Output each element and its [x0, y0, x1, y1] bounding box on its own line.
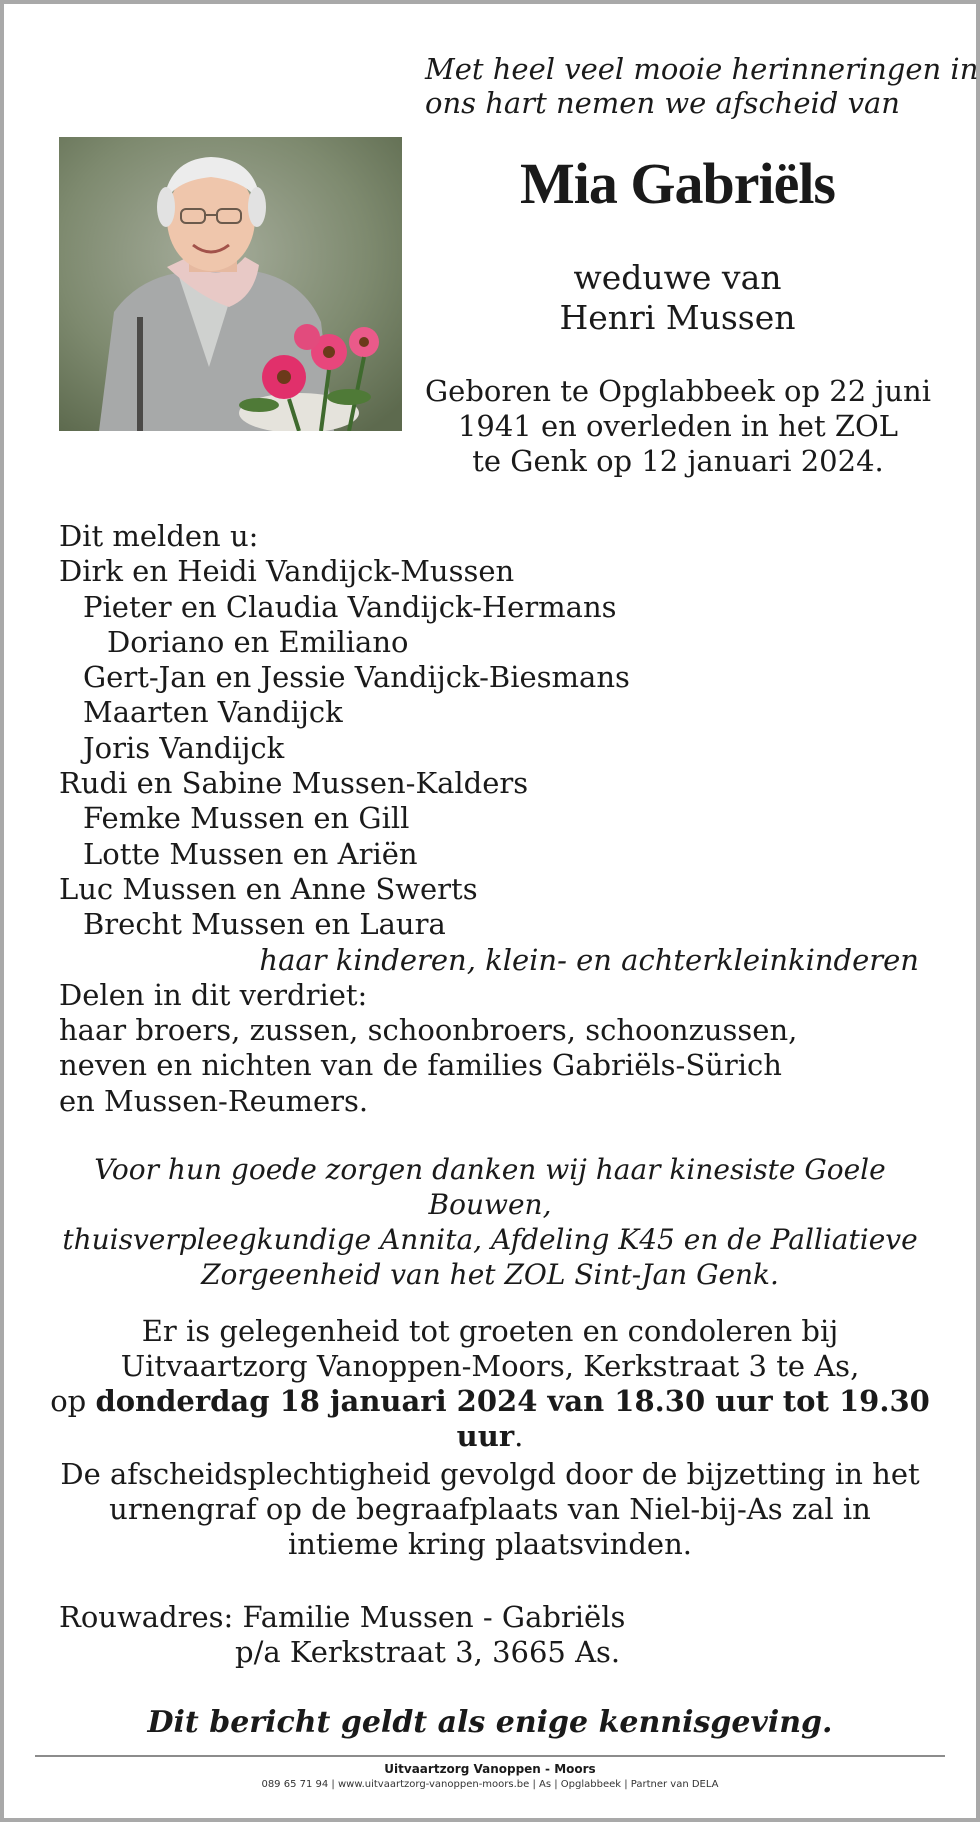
family-member: Lotte Mussen en Ariën [83, 836, 418, 871]
address-line: Rouwadres: Familie Mussen - Gabriëls [59, 1600, 626, 1634]
widow-of [425, 258, 930, 338]
portrait-illustration [59, 137, 402, 431]
sorrow-heading: Delen in dit verdriet: [59, 977, 368, 1012]
visit-line [40, 1384, 940, 1454]
footer-divider [35, 1755, 945, 1757]
thanks-line: Zorgeenheid van het ZOL Sint-Jan Genk. [201, 1258, 779, 1291]
address-line: p/a Kerkstraat 3, 3665 As. [235, 1635, 621, 1669]
portrait-photo [59, 137, 402, 431]
family-member: Femke Mussen en Gill [83, 801, 410, 836]
sorrow-line: en Mussen-Reumers. [59, 1083, 369, 1118]
family-member: Luc Mussen en Anne Swerts [59, 871, 478, 906]
deceased-name: Mia Gabriëls [519, 151, 835, 216]
birth-line: te Genk op 12 januari 2024. [472, 444, 884, 478]
thanks-line: Voor hun goede zorgen danken wij haar kinesiste Goele Bouwen, [94, 1153, 886, 1221]
family-member: Gert-Jan en Jessie Vandijck-Biesmans [83, 660, 630, 695]
visit-datetime: donderdag 18 januari 2024 van 18.30 uur tot 19.30 uur [95, 1384, 930, 1453]
ceremony-line: De afscheidsplechtigheid gevolgd door de bijzetting in het [60, 1457, 920, 1491]
ceremony-line: intieme kring plaatsvinden. [287, 1527, 692, 1561]
family-member: Doriano en Emiliano [107, 624, 409, 659]
thanks-text [40, 1152, 940, 1292]
footer-title: Uitvaartzorg Vanoppen - Moors [384, 1762, 596, 1776]
intro-line: ons hart nemen we afscheid van [425, 86, 900, 120]
family-member: Rudi en Sabine Mussen-Kalders [59, 766, 529, 801]
ceremony-line: urnengraf op de begraafplaats van Niel-bij-As zal in [109, 1492, 871, 1526]
family-member: Brecht Mussen en Laura [83, 907, 446, 942]
birth-line: Geboren te Opglabbeek op 22 juni [425, 374, 931, 408]
visit-suffix: . [514, 1419, 524, 1453]
family-caption: haar kinderen, klein- en achterkleinkinderen [259, 942, 919, 977]
intro-line: Met heel veel mooie herinneringen in [425, 52, 979, 86]
sorrow-line: neven en nichten van de families Gabriëls-Sürich [59, 1048, 782, 1083]
sorrow-line: haar broers, zussen, schoonbroers, schoonzussen, [59, 1013, 798, 1048]
family-member: Dirk en Heidi Vandijck-Mussen [59, 554, 515, 589]
visitation-text [40, 1314, 940, 1454]
family-member: Joris Vandijck [83, 730, 285, 765]
family-member: Maarten Vandijck [83, 695, 343, 730]
intro-text [425, 52, 979, 120]
family-heading: Dit melden u: [59, 519, 259, 553]
family-member: Pieter en Claudia Vandijck-Hermans [83, 589, 617, 624]
birth-line: 1941 en overleden in het ZOL [457, 409, 899, 443]
footer-contact: 089 65 71 94 | www.uitvaartzorg-vanoppen-moors.be | As | Opglabbeek | Partner van DELA [261, 1779, 719, 1790]
family-list [59, 519, 939, 1119]
notice-text: Dit bericht geldt als enige kennisgeving. [147, 1705, 833, 1740]
thanks-line: thuisverpleegkundige Annita, Afdeling K45 en de Palliatieve [62, 1223, 918, 1256]
mourning-address [59, 1600, 759, 1670]
birth-death-text [418, 374, 938, 479]
visit-prefix: op [50, 1384, 87, 1418]
widow-label: weduwe van [573, 258, 782, 297]
spouse-name: Henri Mussen [559, 298, 796, 337]
visit-line: Er is gelegenheid tot groeten en condoleren bij [141, 1314, 839, 1348]
visit-line: Uitvaartzorg Vanoppen-Moors, Kerkstraat 3 te As, [120, 1349, 860, 1383]
ceremony-text [40, 1457, 940, 1562]
